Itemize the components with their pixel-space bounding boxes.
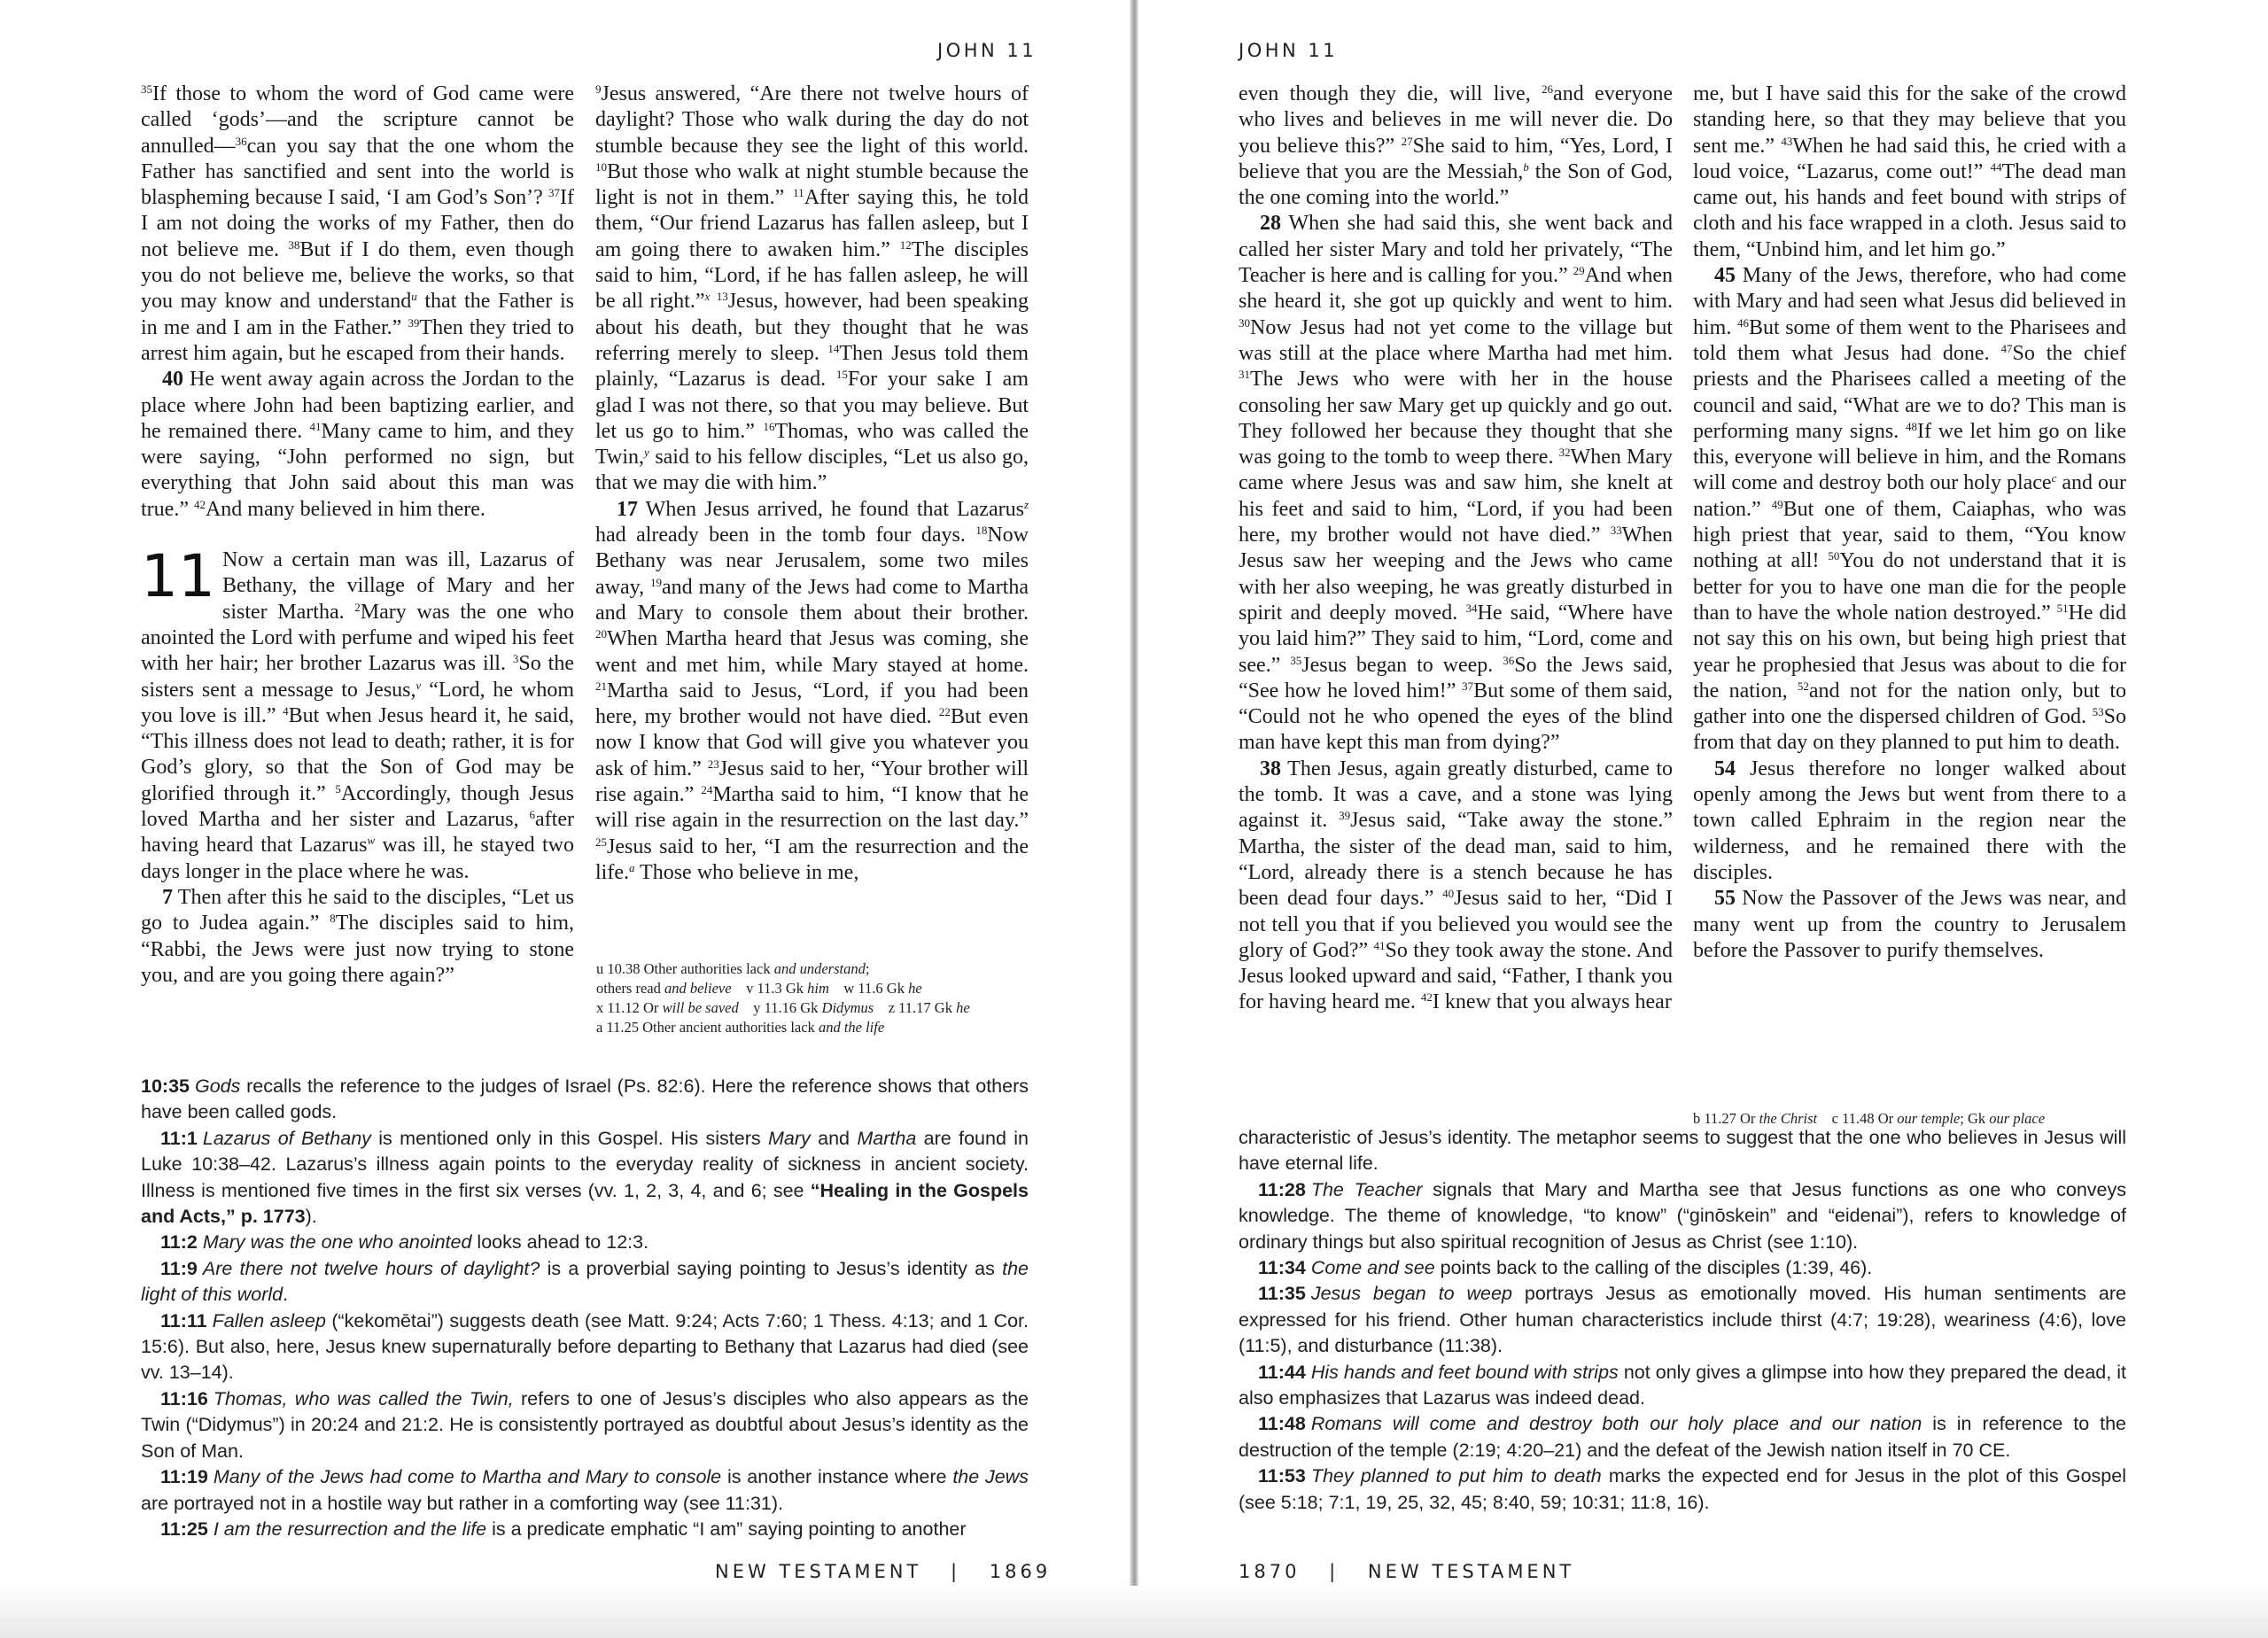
- verse-text: He went away again across the Jordan to the place where John had been baptizing earlier, and he remained there.: [141, 368, 574, 443]
- verse-text: When he had said this, he cried with a loud voice, “Lazarus, come out!”: [1693, 134, 2126, 183]
- verse-number: 35: [1290, 653, 1302, 667]
- footnote-marker: y: [643, 446, 649, 460]
- verse-text: Jesus, however, had been speaking about his death, but they thought that he was referring merely to sleep.: [595, 290, 1029, 365]
- paragraph: [595, 497, 1029, 886]
- verse-number: 30: [1239, 315, 1250, 330]
- note-reference: 11:35: [1258, 1283, 1306, 1305]
- study-note: 11:53 They planned to put him to death marks the expected end for Jesus in the plot of this Gospel (see 5:18; 7:1, 19, 25, 32, 45; 8:40, 59; 10:31; 11:8, 16).: [1239, 1465, 2126, 1513]
- verse-text: Jesus therefore no longer walked about openly among the Jews but went from there to a town called Ephraim in the region near the wilderness, and he remained there with the disciples.: [1693, 757, 2126, 884]
- verse-number: 43: [1781, 134, 1793, 148]
- verse-number: 16: [763, 419, 775, 433]
- verse-text: He did not say this on his own, but being high priest that year he prophesied that Jesus was about to die for the nation,: [1693, 601, 2126, 703]
- textual-footnote-line: a 11.25 Other ancient authorities lack and the life: [596, 1019, 885, 1036]
- study-note: 11:1 Lazarus of Bethany is mentioned only in this Gospel. His sisters Mary and Martha are found in Luke 10:38–42. Lazarus’s illness again points to the everyday reality of sickness in ancient society. Illness is mentioned five times in the first six verses (vv. 1, 2, 3, 4, and 6; see “Healing in the Gospels and Acts,” p. 1773).: [141, 1127, 1029, 1228]
- verse-text: And many believed in him there.: [205, 497, 485, 521]
- verse-number-bold: 40: [162, 368, 183, 392]
- verse-number: 13: [716, 290, 728, 304]
- study-note: 11:25 I am the resurrection and the life is a predicate emphatic “I am” saying pointing to another: [160, 1518, 967, 1540]
- verse-number: 39: [1339, 809, 1351, 823]
- verse-text: Accordingly, though Jesus loved Martha and her sister and Lazarus,: [141, 781, 575, 832]
- footnote-marker: v: [416, 678, 422, 692]
- note-reference: 11:11: [160, 1309, 207, 1331]
- verse-text: Then they tried to arrest him again, but he escaped from their hands.: [141, 315, 574, 365]
- verse-text: But one of them, Caiaphas, who was high priest that year, said to them, “You know nothing at all!: [1693, 497, 2127, 573]
- footer-section: NEW TESTAMENT: [1367, 1561, 1575, 1582]
- page-number: 1869: [989, 1561, 1052, 1582]
- verse-number: 41: [1373, 938, 1386, 952]
- note-reference: 11:34: [1258, 1257, 1306, 1279]
- scripture-column-1: [1239, 82, 1673, 1016]
- footnote-marker: w: [367, 834, 376, 848]
- verse-text: Jesus began to weep.: [1301, 653, 1503, 677]
- textual-footnote-line: u 10.38 Other authorities lack and understand;: [596, 960, 870, 977]
- textual-footnote-line: x 11.12 Or will be saved y 11.16 Gk Didymus z 11.17 Gk he: [596, 999, 970, 1016]
- study-notes: [1239, 1125, 2126, 1516]
- verse-text: after having heard that Lazarus: [141, 808, 574, 858]
- verse-number: 5: [335, 781, 341, 796]
- note-reference: 11:44: [1258, 1361, 1306, 1383]
- scripture-column-2: [595, 82, 1029, 886]
- verse-text: Many came to him, and they were saying, “John performed no sign, but everything that John said about this man was true.”: [141, 419, 574, 521]
- verse-number: 33: [1610, 524, 1622, 538]
- textual-footnotes: [596, 959, 1030, 1037]
- verse-text: You do not understand that it is better for you to have one man die for the people than to have the whole nation destroyed.”: [1693, 549, 2127, 625]
- paragraph: [595, 82, 1029, 497]
- verse-text: The dead man came out, his hands and feet bound with strips of cloth and his face wrapped in a cloth. Jesus said to them, “Unbind him, and let him go.”: [1693, 159, 2126, 261]
- verse-text: Now a certain man was ill, Lazarus of Bethany, the village of Mary and her sister Martha.: [221, 548, 574, 624]
- note-reference: 11:16: [160, 1387, 208, 1409]
- verse-number: 3: [512, 652, 519, 666]
- verse-number-bold: 55: [1714, 887, 1736, 911]
- footnote-marker: b: [1523, 159, 1529, 174]
- verse-number: 26: [1542, 82, 1554, 96]
- footer-section: NEW TESTAMENT: [715, 1561, 922, 1582]
- verse-text: So the Jews said, “See how he loved him!”: [1239, 653, 1674, 703]
- paragraph: [1239, 82, 1673, 211]
- note-reference: 11:48: [1258, 1413, 1306, 1435]
- verse-text: I knew that you always hear: [1432, 990, 1672, 1014]
- right-page: [1138, 0, 2268, 1638]
- verse-number: 9: [595, 82, 602, 96]
- verse-number: 20: [595, 627, 607, 641]
- page-footer: [715, 1561, 1051, 1582]
- paragraph: [141, 885, 574, 989]
- verse-text: But if I do them, even though you do not believe me, believe the works, so that you may know and understand: [141, 237, 574, 314]
- scripture-column-1: [141, 82, 574, 989]
- study-note: 11:48 Romans will come and destroy both our holy place and our nation is in reference to the destruction of the temple (2:19; 4:20–21) and the defeat of the Jewish nation itself in 70 CE.: [1239, 1413, 2126, 1461]
- verse-text: But those who walk at night stumble because the light is not in them.”: [595, 159, 1029, 210]
- verse-text: If those to whom the word of God came were called ‘gods’—and the scripture cannot be annulled—: [141, 82, 574, 158]
- verse-text: Now Jesus had not yet come to the village but was still at the place where Martha had met him.: [1239, 315, 1673, 365]
- footer-separator: |: [951, 1561, 961, 1582]
- paragraph: [1693, 757, 2126, 886]
- footnote-marker: x: [704, 290, 711, 304]
- study-note: 11:16 Thomas, who was called the Twin, refers to one of Jesus’s disciples who also appears as the Twin (“Didymus”) in 20:24 and 21:2. He is consistently portrayed as doubtful about Jesus’s identity as the Son of Man.: [141, 1387, 1029, 1462]
- verse-number-bold: 45: [1714, 264, 1736, 288]
- verse-text: Then after this he said to the disciples, “Let us go to Judea again.”: [141, 885, 574, 935]
- verse-text: Thomas, who was called the Twin,: [595, 419, 1029, 470]
- running-head: JOHN 11: [937, 40, 1037, 61]
- verse-text: When Mary came where Jesus was and saw him, she knelt at his feet and said to him, “Lord, if you had been here, my brother would not have died.”: [1239, 446, 1673, 547]
- verse-number: 47: [2000, 341, 2013, 355]
- paragraph: [1239, 757, 1673, 1016]
- verse-number: 36: [235, 134, 247, 148]
- scripture-column-2: [1693, 82, 2126, 964]
- verse-text: The disciples said to him, “Rabbi, the Jews were just now trying to stone you, and are you going there again?”: [141, 912, 574, 987]
- verse-text: Then Jesus, again greatly disturbed, came to the tomb. It was a cave, and a stone was lying against it.: [1239, 757, 1673, 833]
- verse-text: Now the Passover of the Jews was near, and many went up from the country to Jerusalem before the Passover to purify themselves.: [1693, 887, 2126, 962]
- verse-text: But when Jesus heard it, he said, “This illness does not lead to death; rather, it is for God’s glory, so that the Son of God may be glorified through it.”: [141, 703, 574, 805]
- verse-number: 51: [2056, 601, 2069, 615]
- study-note: 11:35 Jesus began to weep portrays Jesus as emotionally moved. His human sentiments are expressed for his friend. Other human characteristics include thirst (4:7; 19:28), weariness (4:6), love (11:5), and disturbance (11:38).: [1239, 1283, 2126, 1357]
- paragraph: [1693, 886, 2126, 964]
- verse-number-bold: 7: [162, 885, 173, 909]
- verse-text: For your sake I am glad I was not there, so that you may believe. But let us go to him.”: [595, 368, 1029, 443]
- verse-number: 6: [529, 808, 536, 822]
- note-reference: 11:2: [160, 1231, 198, 1254]
- verse-text: The disciples said to him, “Lord, if he has fallen asleep, he will be all right.”: [595, 237, 1029, 314]
- verse-text: So they took away the stone. And Jesus looked upward and said, “Father, I thank you for having heard me.: [1239, 938, 1673, 1014]
- verse-number: 31: [1239, 368, 1250, 382]
- note-reference: 10:35: [141, 1075, 190, 1097]
- verse-text: But some of them said, “Could not he who opened the eyes of the blind man have kept this man from dying?”: [1239, 679, 1674, 755]
- verse-text: If I am not doing the works of my Father, then do not believe me.: [141, 186, 574, 261]
- note-reference: 11:53: [1258, 1465, 1306, 1487]
- verse-number: 42: [1420, 990, 1433, 1005]
- verse-number: 22: [938, 705, 951, 719]
- verse-number: 4: [283, 703, 289, 718]
- verse-number: 19: [650, 575, 663, 589]
- verse-text: Mary was the one who anointed the Lord with perfume and wiped his feet with her hair; her brother Lazarus was ill.: [141, 600, 574, 676]
- verse-text: the Son of God, the one coming into the world.”: [1239, 159, 1673, 210]
- study-note: 10:35 Gods recalls the reference to the judges of Israel (Ps. 82:6). Here the reference shows that others have been called gods.: [141, 1075, 1029, 1123]
- verse-number: 8: [330, 912, 336, 926]
- study-note: 11:44 His hands and feet bound with strips not only gives a glimpse into how they prepared the dead, it also emphasizes that Lazarus was indeed dead.: [1239, 1361, 2127, 1409]
- verse-number: 52: [1797, 679, 1809, 693]
- note-reference: 11:1: [160, 1127, 198, 1149]
- cross-reference-link: “Healing in the Gospels and Acts,” p. 1773: [141, 1179, 1029, 1228]
- study-note: 11:28 The Teacher signals that Mary and Martha see that Jesus functions as one who conveys knowledge. The theme of knowledge, “to know” (“ginōskein” and “eidenai”), refers to knowledge of ordinary things but also spiritual recognition of Jesus as Christ (see 1:10).: [1239, 1178, 2126, 1253]
- chapter-number: 11: [141, 542, 215, 611]
- footnote-marker: u: [411, 290, 417, 304]
- study-note: 11:9 Are there not twelve hours of daylight? is a proverbial saying pointing to Jesus’s identity as the light of this world.: [141, 1257, 1029, 1306]
- verse-number: 39: [408, 315, 420, 330]
- book-spine: [1130, 0, 1138, 1638]
- verse-text: Then Jesus told them plainly, “Lazarus is dead.: [595, 341, 1029, 392]
- verse-text: Jesus said to her, “I am the resurrection and the life.: [595, 835, 1029, 884]
- verse-number: 50: [1828, 549, 1840, 563]
- verse-text: When Jesus arrived, he found that Lazarus: [638, 497, 1024, 521]
- study-note: characteristic of Jesus’s identity. The metaphor seems to suggest that the one who believes in Jesus will have eternal life.: [1239, 1127, 2126, 1175]
- verse-text: So the chief priests and the Pharisees called a meeting of the council and said, “What are we to do? This man is performing many signs.: [1693, 341, 2126, 443]
- verse-number: 23: [707, 757, 719, 771]
- verse-text: And when she heard it, she got up quickly and went to him.: [1239, 264, 1673, 314]
- verse-number: 37: [548, 186, 561, 200]
- verse-number: 32: [1558, 446, 1571, 460]
- verse-text: Jesus said, “Take away the stone.” Martha, the sister of the dead man, said to him, “Lord, already there is a stench because he has been dead four days.”: [1239, 809, 1673, 911]
- verse-number: 48: [1906, 419, 1917, 433]
- footer-separator: |: [1329, 1561, 1340, 1582]
- verse-text: When Martha heard that Jesus was coming, she went and met him, while Mary stayed at home.: [595, 627, 1029, 677]
- footnote-marker: c: [2051, 471, 2057, 485]
- verse-number: 2: [354, 600, 361, 614]
- verse-number: 42: [193, 497, 206, 511]
- textual-footnote-line: b 11.27 Or the Christ c 11.48 Or our temple; Gk our place: [1693, 1110, 2046, 1127]
- verse-text: even though they die, will live,: [1239, 82, 1542, 105]
- verse-text: If we let him go on like this, everyone will believe in him, and the Romans will come and destroy both our holy place: [1693, 419, 2127, 495]
- note-reference: 11:9: [160, 1257, 198, 1279]
- verse-number: 15: [835, 368, 848, 382]
- footnote-marker: z: [1023, 497, 1029, 511]
- textual-footnote-line: others read and believe v 11.3 Gk him w 11.6 Gk he: [596, 980, 922, 997]
- verse-text: “Lord, he whom you love is ill.”: [141, 678, 574, 727]
- verse-number: 53: [2092, 705, 2104, 719]
- verse-text: She said to him, “Yes, Lord, I believe that you are the Messiah,: [1239, 134, 1673, 183]
- verse-text: But even now I know that God will give you whatever you ask of him.”: [595, 705, 1029, 780]
- verse-number: 10: [595, 159, 607, 174]
- page-number: 1870: [1239, 1561, 1301, 1582]
- verse-text: said to his fellow disciples, “Let us also go, that we may die with him.”: [595, 446, 1029, 495]
- verse-number: 46: [1736, 315, 1749, 330]
- verse-number: 24: [701, 783, 713, 797]
- paragraph: [1693, 263, 2126, 757]
- verse-number: 36: [1503, 653, 1515, 667]
- study-notes: [141, 1074, 1029, 1542]
- verse-text: After saying this, he told them, “Our friend Lazarus has fallen asleep, but I am going there to awaken him.”: [595, 186, 1029, 261]
- verse-text: that the Father is in me and I am in the Father.”: [141, 290, 574, 339]
- verse-number: 11: [793, 186, 804, 200]
- verse-text: When Jesus saw her weeping and the Jews who came with her also weeping, he was greatly disturbed in spirit and deeply moved.: [1239, 524, 1673, 625]
- verse-number: 38: [288, 237, 300, 252]
- verse-text: me, but I have said this for the sake of the crowd standing here, so that they may believe that you sent me.”: [1693, 82, 2126, 158]
- verse-text: Many of the Jews, therefore, who had come with Mary and had seen what Jesus did believed in him.: [1693, 264, 2126, 339]
- verse-text: was ill, he stayed two days longer in the place where he was.: [141, 834, 574, 883]
- note-reference: 11:25: [160, 1518, 208, 1540]
- verse-text: Those who believe in me,: [634, 860, 859, 884]
- page-bottom-shadow: [0, 1586, 2268, 1638]
- verse-number: 37: [1462, 679, 1474, 693]
- verse-number: 44: [1990, 159, 2002, 174]
- study-note: 11:2 Mary was the one who anointed looks ahead to 12:3.: [160, 1231, 649, 1254]
- verse-number-bold: 28: [1260, 212, 1281, 236]
- verse-text: When she had said this, she went back and called her sister Mary and told her privately, “The Teacher is here and is calling for you.”: [1239, 212, 1673, 288]
- verse-text: and many of the Jews had come to Martha and Mary to console them about their brother.: [595, 575, 1029, 625]
- verse-text: Now Bethany was near Jerusalem, some two miles away,: [595, 524, 1029, 599]
- paragraph: [141, 82, 574, 367]
- running-head: JOHN 11: [1239, 40, 1339, 61]
- verse-number: 34: [1465, 601, 1478, 615]
- verse-number: 29: [1573, 264, 1585, 278]
- verse-text: Jesus answered, “Are there not twelve hours of daylight? Those who walk during the day do not stumble because they see the light of this world.: [595, 82, 1029, 158]
- verse-text: had already been in the tomb four days.: [595, 524, 976, 547]
- verse-number-bold: 38: [1260, 757, 1281, 780]
- page-footer: [1239, 1561, 1574, 1582]
- verse-text: Martha said to him, “I know that he will rise again in the resurrection on the last day.”: [595, 783, 1029, 833]
- verse-text: Martha said to Jesus, “Lord, if you had been here, my brother would not have died.: [595, 679, 1029, 729]
- verse-text: The Jews who were with her in the house consoling her saw Mary get up quickly and go out. They followed her because they thought that she was going to the tomb to weep there.: [1239, 368, 1673, 470]
- study-note: 11:11 Fallen asleep (“kekomētai”) suggests death (see Matt. 9:24; Acts 7:60; 1 Thess. 4:13; and 1 Cor. 15:6). But also, here, Jesus knew supernaturally before departing to Bethany that Lazarus had died (see vv. 13–14).: [141, 1309, 1029, 1384]
- verse-number: 27: [1401, 134, 1413, 148]
- paragraph: [1239, 211, 1673, 756]
- verse-number: 35: [141, 82, 152, 96]
- verse-text: Jesus said to her, “Your brother will rise again.”: [595, 757, 1029, 807]
- verse-number: 40: [1442, 887, 1455, 901]
- footnote-marker: a: [628, 860, 635, 874]
- verse-number-bold: 17: [617, 497, 638, 521]
- verse-number: 25: [595, 835, 607, 849]
- verse-text: But some of them went to the Pharisees and told them what Jesus had done.: [1693, 315, 2126, 365]
- left-page: [0, 0, 1130, 1638]
- verse-text: and not for the nation only, but to gather into one the dispersed children of God.: [1693, 679, 2127, 729]
- paragraph: [141, 542, 575, 885]
- verse-number: 12: [899, 237, 912, 252]
- verse-text: So from that day on they planned to put him to death.: [1693, 705, 2126, 755]
- verse-number: 21: [595, 679, 607, 693]
- verse-text: and our nation.”: [1693, 471, 2127, 521]
- note-reference: 11:19: [160, 1466, 208, 1488]
- study-note: 11:19 Many of the Jews had come to Martha and Mary to console is another instance where the Jews are portrayed not in a hostile way but rather in a comforting way (see 11:31).: [141, 1466, 1029, 1514]
- verse-text: Jesus said to her, “Did I not tell you that if you believed you would see the glory of God?”: [1239, 887, 1673, 962]
- verse-text: He said, “Where have you laid him?” They said to him, “Lord, come and see.”: [1239, 601, 1673, 677]
- paragraph: [141, 367, 574, 523]
- verse-number: 18: [975, 524, 988, 538]
- verse-text: can you say that the one whom the Father has sanctified and sent into the world is blaspheming because I said, ‘I am God’s Son’?: [141, 134, 574, 210]
- study-note: 11:34 Come and see points back to the calling of the disciples (1:39, 46).: [1258, 1257, 1873, 1279]
- verse-number: 14: [827, 341, 840, 355]
- verse-number: 41: [309, 419, 322, 433]
- verse-number-bold: 54: [1714, 757, 1736, 780]
- verse-number: 49: [1771, 497, 1783, 511]
- note-reference: 11:28: [1258, 1178, 1306, 1200]
- verse-text: So the sisters sent a message to Jesus,: [141, 652, 574, 702]
- paragraph: [1693, 82, 2126, 263]
- verse-text: and everyone who lives and believes in me will never die. Do you believe this?”: [1239, 82, 1673, 158]
